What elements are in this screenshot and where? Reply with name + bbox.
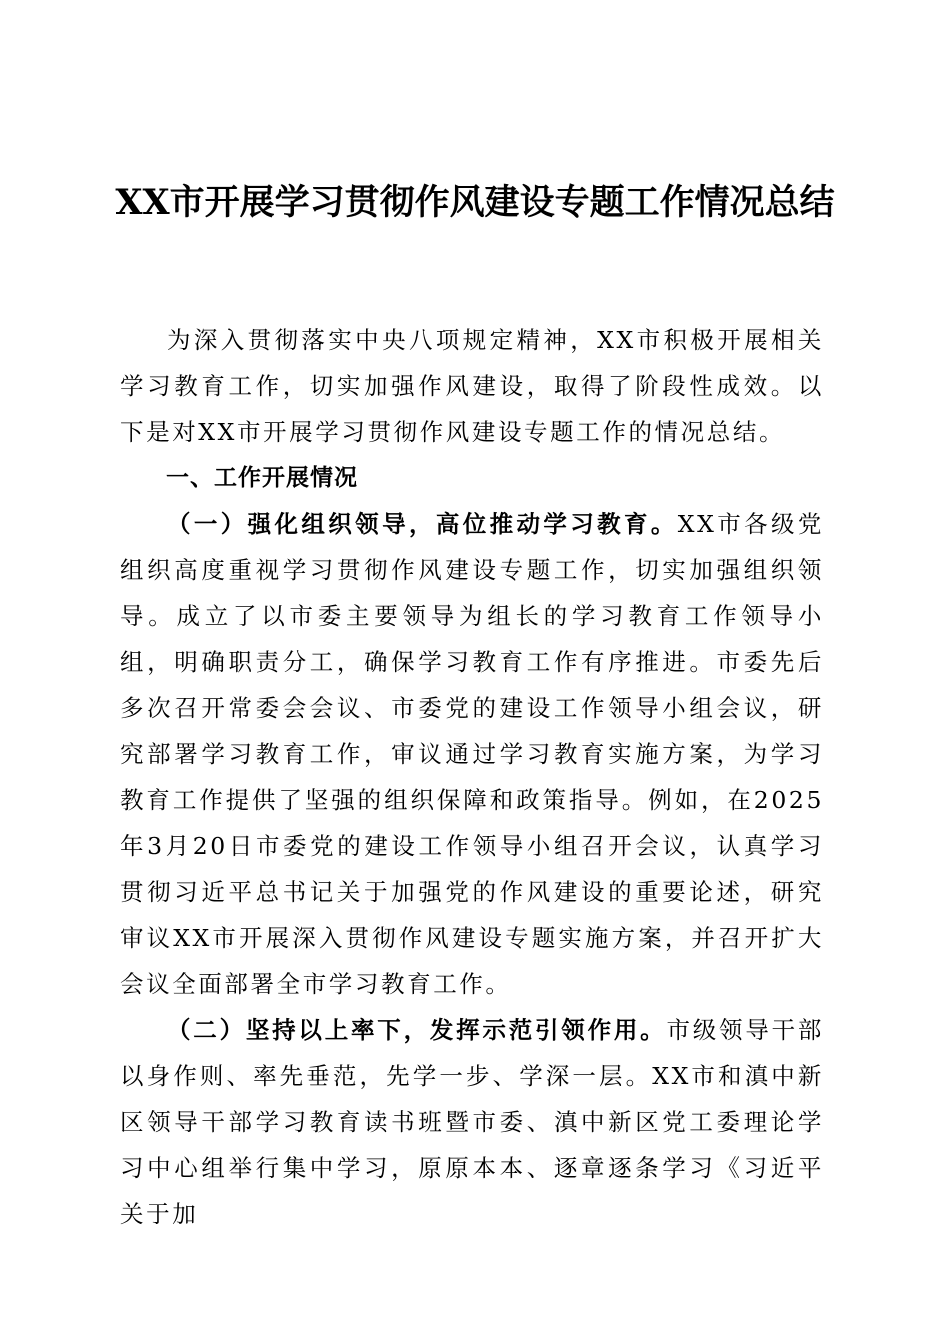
paragraph-item-2 (120, 1007, 824, 1237)
item-2-lead: （二）坚持以上率下，发挥示范引领作用。 (167, 1016, 667, 1044)
section-heading: 一、工作开展情况 (166, 465, 358, 491)
intro-paragraph: 为深入贯彻落实中央八项规定精神，XX市积极开展相关学习教育工作，切实加强作风建设，取得了阶段性成效。以下是对XX市开展学习贯彻作风建设专题工作的情况总结。 (120, 326, 824, 446)
item-2-text: 市级领导干部以身作则、率先垂范，先学一步、学深一层。XX市和滇中新区领导干部学习教育读书班暨市委、滇中新区党工委理论学习中心组举行集中学习，原原本本、逐章逐条学习《习近平关于加 (120, 1016, 824, 1228)
item-1-text: XX市各级党组织高度重视学习贯彻作风建设专题工作，切实加强组织领导。成立了以市委主要领导为组长的学习教育工作领导小组，明确职责分工，确保学习教育工作有序推进。市委先后多次召开常委会会议、市委党的建设工作领导小组会议，研究部署学习教育工作，审议通过学习教育实施方案，为学习教育工作提供了坚强的组织保障和政策指导。例如，在2025年3月20日市委党的建设工作领导小组召开会议，认真学习贯彻习近平总书记关于加强党的作风建设的重要论述，研究审议XX市开展深入贯彻作风建设专题实施方案，并召开扩大会议全面部署全市学习教育工作。 (120, 510, 824, 998)
item-1-lead: （一）强化组织领导，高位推动学习教育。 (167, 510, 678, 538)
paragraph-item-1 (120, 501, 824, 1007)
document-title: XX市开展学习贯彻作风建设专题工作情况总结 (115, 182, 835, 223)
document-body (120, 317, 824, 1237)
